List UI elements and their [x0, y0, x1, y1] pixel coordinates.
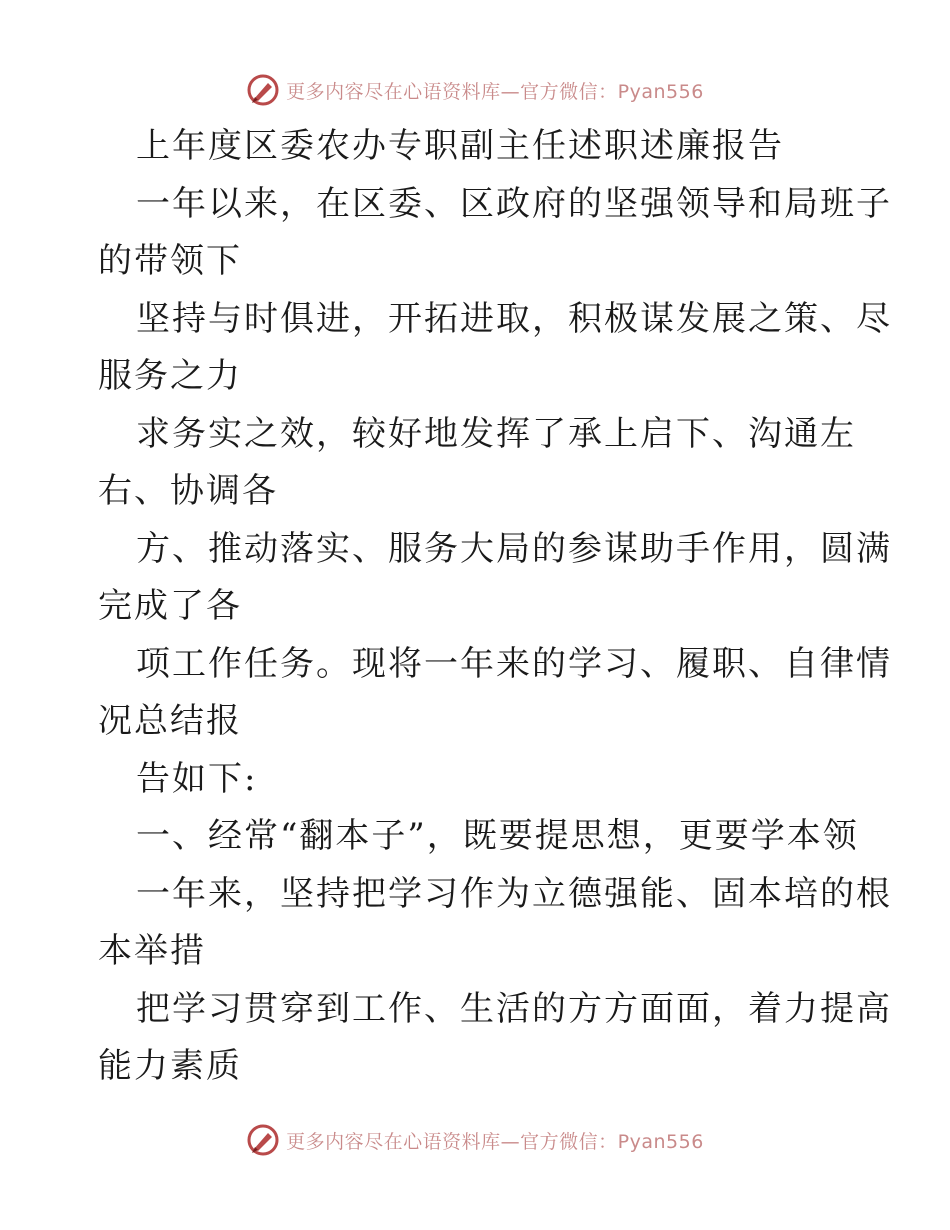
text-line: 完成了各 [98, 586, 242, 626]
watermark-text: 更多内容尽在心语资料库—官方微信：Pyan556 [286, 80, 704, 103]
text-line: 一、经常“翻本子”，既要提思想，更要学本领 [136, 816, 859, 856]
text-line: 服务之力 [98, 356, 242, 396]
text-line: 况总结报 [98, 701, 242, 741]
pen-logo-icon [246, 73, 280, 107]
text-line: 告如下: [136, 758, 258, 799]
text-line: 能力素质 [98, 1046, 242, 1086]
text-line: 求务实之效，较好地发挥了承上启下、沟通左 [136, 413, 856, 454]
header-watermark [0, 70, 950, 110]
pen-logo-icon [246, 1123, 280, 1157]
text-line: 本举措 [98, 931, 206, 971]
text-line: 方、推动落实、服务大局的参谋助手作用，圆满 [136, 528, 892, 569]
text-line: 坚持与时俱进，开拓进取，积极谋发展之策、尽 [136, 298, 892, 339]
text-line: 上年度区委农办专职副主任述职述廉报告 [136, 126, 784, 166]
document-body [98, 118, 892, 1096]
text-line: 把学习贯穿到工作、生活的方方面面，着力提高 [136, 988, 892, 1029]
text-line: 的带领下 [98, 241, 242, 281]
text-line: 右、协调各 [98, 471, 278, 511]
footer-watermark [0, 1120, 950, 1160]
watermark-text: 更多内容尽在心语资料库—官方微信：Pyan556 [286, 1130, 704, 1153]
text-line: 一年来，坚持把学习作为立德强能、固本培的根 [136, 873, 892, 914]
text-line: 项工作任务。现将一年来的学习、履职、自律情 [136, 643, 892, 684]
text-line: 一年以来，在区委、区政府的坚强领导和局班子 [136, 183, 892, 224]
